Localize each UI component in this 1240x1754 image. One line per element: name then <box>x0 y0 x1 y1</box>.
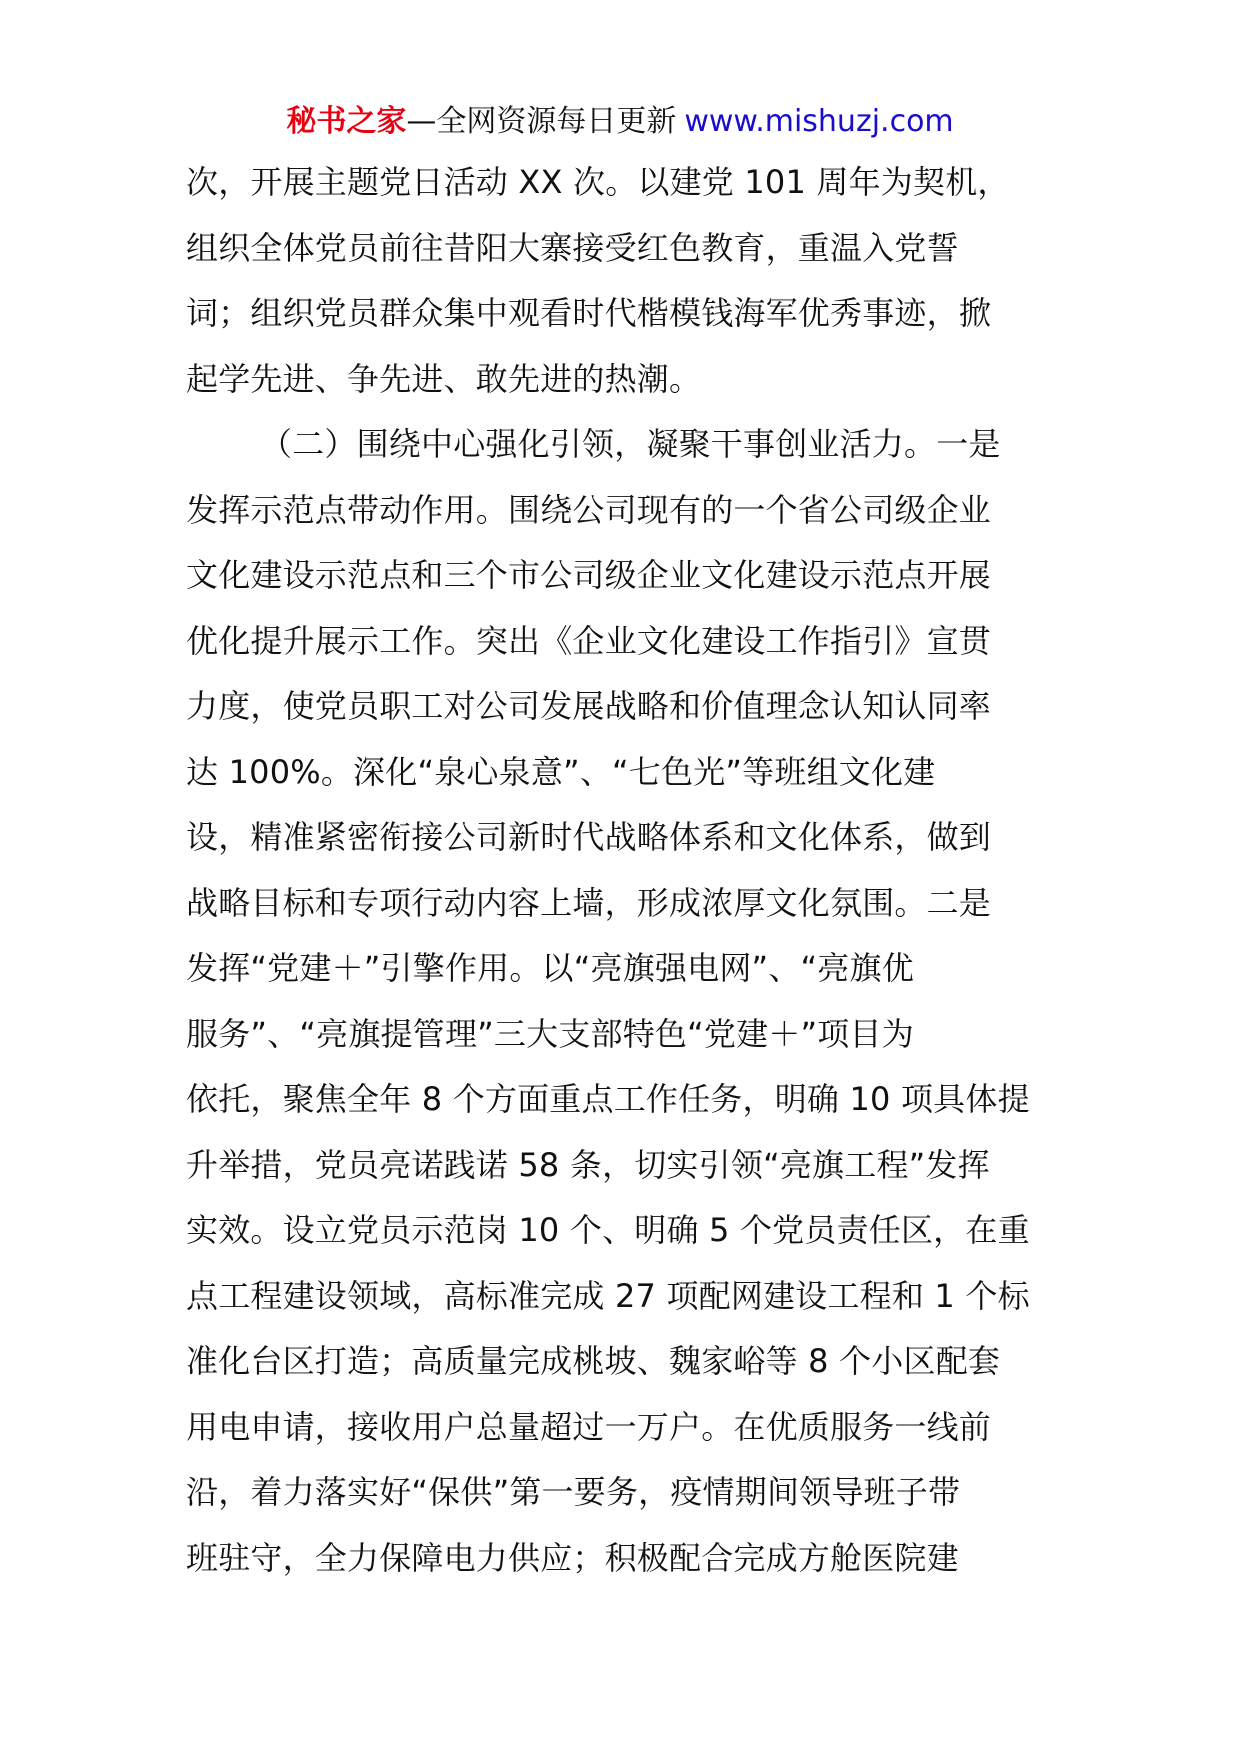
text-line: 组织全体党员前往昔阳大寨接受红色教育，重温入党誓 <box>186 228 959 267</box>
website-link[interactable]: www.mishuzj.com <box>684 104 954 139</box>
brand-name: 秘书之家 <box>286 104 407 139</box>
text-line: 文化建设示范点和三个市公司级企业文化建设示范点开展 <box>186 556 992 594</box>
text-line: 达 100%。深化“泉心泉意”、“七色光”等班组文化建 <box>186 752 936 791</box>
text-line: 发挥“党建＋”引擎作用。以“亮旗强电网”、“亮旗优 <box>186 949 914 987</box>
text-line: 点工程建设领域，高标准完成 27 项配网建设工程和 1 个标 <box>186 1276 1030 1315</box>
text-line: 设，精准紧密衔接公司新时代战略体系和文化体系，做到 <box>186 818 992 856</box>
document-body <box>186 150 1056 1591</box>
text-line: 战略目标和专项行动内容上墙，形成浓厚文化氛围。二是 <box>186 883 992 922</box>
text-line: 次，开展主题党日活动 XX 次。以建党 101 周年为契机， <box>186 163 1010 201</box>
section-heading-line: （二）围绕中心强化引领，凝聚干事创业活力。一是 <box>260 425 1001 463</box>
text-line: 准化台区打造；高质量完成桃坡、魏家峪等 8 个小区配套 <box>186 1342 1001 1380</box>
text-line: 用电申请，接收用户总量超过一万户。在优质服务一线前 <box>186 1407 992 1446</box>
text-line: 力度，使党员职工对公司发展战略和价值理念认知认同率 <box>186 687 992 725</box>
text-line: 词；组织党员群众集中观看时代楷模钱海军优秀事迹，掀 <box>186 294 992 332</box>
text-line: 起学先进、争先进、敢先进的热潮。 <box>186 359 702 398</box>
text-line: 发挥示范点带动作用。围绕公司现有的一个省公司级企业 <box>186 490 992 529</box>
text-line: 实效。设立党员示范岗 10 个、明确 5 个党员责任区，在重 <box>186 1211 1030 1249</box>
page-header <box>0 100 1240 144</box>
text-line: 班驻守，全力保障电力供应；积极配合完成方舱医院建 <box>186 1538 959 1577</box>
text-line: 服务”、“亮旗提管理”三大支部特色“党建＋”项目为 <box>186 1014 914 1053</box>
text-line: 升举措，党员亮诺践诺 58 条，切实引领“亮旗工程”发挥 <box>186 1145 990 1184</box>
header-slogan: —全网资源每日更新 <box>406 104 677 139</box>
text-line: 依托，聚焦全年 8 个方面重点工作任务，明确 10 项具体提 <box>186 1080 1030 1118</box>
text-line: 沿，着力落实好“保供”第一要务，疫情期间领导班子带 <box>186 1473 961 1511</box>
text-line: 优化提升展示工作。突出《企业文化建设工作指引》宣贯 <box>186 621 992 660</box>
